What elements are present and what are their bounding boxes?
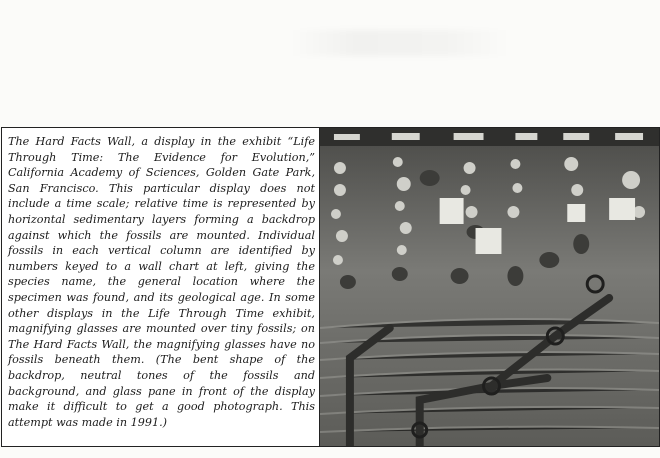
figure-caption: The Hard Facts Wall, a display in the exhibit “Life Through Time: The Evidence for Evolution,” California Academy of Sciences, Golden Gate Park, San Francisco. This particular display does not include a time scale; relative time is represented by horizontal sedimentary layers forming a backdrop against which the fossils are mounted. Individual fossils in each vertical column are identified by numbers keyed to a wall chart at left, giving the species name, the general location where the specimen was found, and its geological age. In some other displays in the Life Through Time exhibit, magnifying glasses are mounted over tiny fossils; on The Hard Facts Wall, the magnifying glasses have no fossils beneath them. (The bent shape of the backdrop, neutral tones of the fossils and background, and glass pane in front of the display make it difficult to get a good photograph. This attempt was made in 1991.) xyxy=(2,128,320,446)
faint-bleed-through xyxy=(290,30,510,56)
fossil-wall-photo xyxy=(320,128,659,446)
figure-with-caption xyxy=(1,127,660,447)
photo-illustration xyxy=(320,128,659,446)
